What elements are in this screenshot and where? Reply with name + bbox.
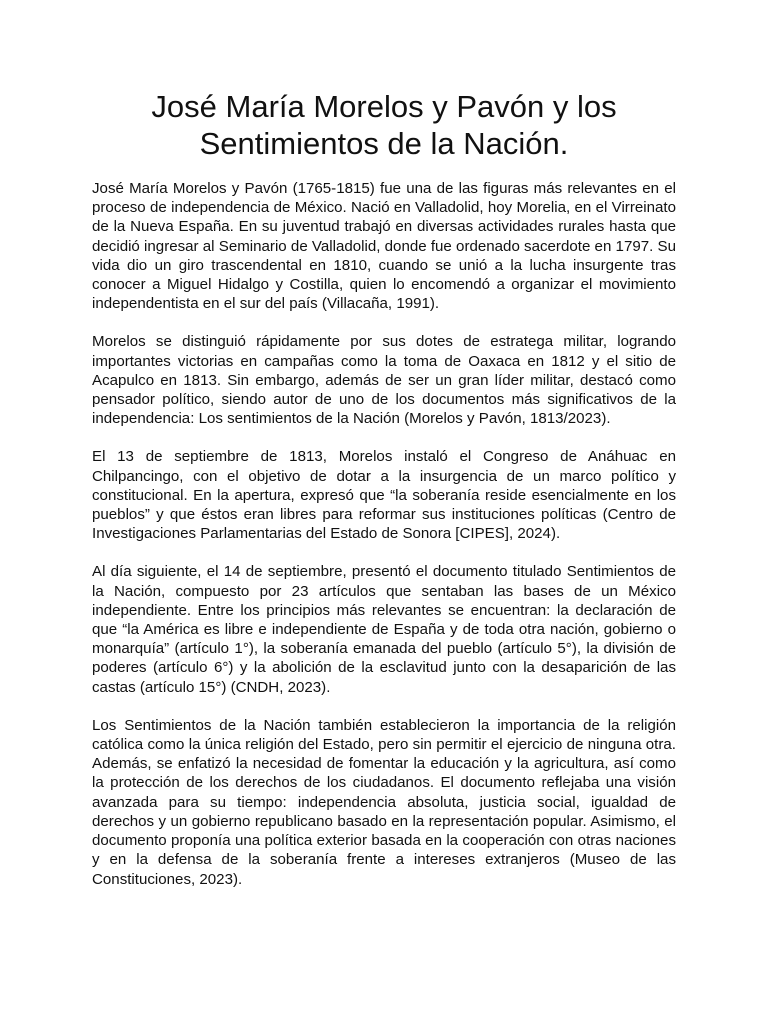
paragraph-3: El 13 de septiembre de 1813, Morelos instaló el Congreso de Anáhuac en Chilpancingo, con el objetivo de dotar a la insurgencia de un marco político y constitucional. En la apertura, expresó que “la soberanía reside esencialmente en los pueblos” y que éstos eran libres para reformar sus instituciones políticas (Centro de Investigaciones Parlamentarias del Estado de Sonora [CIPES], 2024). [92,448,676,543]
paragraph-1: José María Morelos y Pavón (1765-1815) fue una de las figuras más relevantes en el proceso de independencia de México. Nació en Valladolid, hoy Morelia, en el Virreinato de la Nueva España. En su juventud trabajó en diversas actividades rurales hasta que decidió ingresar al Seminario de Valladolid, donde fue ordenado sacerdote en 1797. Su vida dio un giro trascendental en 1810, cuando se unió a la lucha insurgente tras conocer a Miguel Hidalgo y Costilla, quien lo encomendó a organizar el movimiento independentista en el sur del país (Villacaña, 1991). [92,180,676,313]
title-line-1: José María Morelos y Pavón y los [151,89,617,124]
document-title [92,88,676,162]
title-line-2: Sentimientos de la Nación. [199,126,569,161]
paragraph-2: Morelos se distinguió rápidamente por sus dotes de estratega militar, logrando importantes victorias en campañas como la toma de Oaxaca en 1812 y el sitio de Acapulco en 1813. Sin embargo, además de ser un gran líder militar, destacó como pensador político, siendo autor de uno de los documentos más significativos de la independencia: Los sentimientos de la Nación (Morelos y Pavón, 1813/2023). [92,333,676,428]
document-body [92,179,676,908]
paragraph-5: Los Sentimientos de la Nación también establecieron la importancia de la religión católica como la única religión del Estado, pero sin permitir el ejercicio de ninguna otra. Además, se enfatizó la necesidad de fomentar la educación y la agricultura, así como la protección de los derechos de los ciudadanos. El documento reflejaba una visión avanzada para su tiempo: independencia absoluta, justicia social, igualdad de derechos y un gobierno republicano basado en la representación popular. Asimismo, el documento proponía una política exterior basada en la cooperación con otras naciones y en la defensa de la soberanía frente a intereses extranjeros (Museo de las Constituciones, 2023). [92,716,676,888]
paragraph-4: Al día siguiente, el 14 de septiembre, presentó el documento titulado Sentimientos de la Nación, compuesto por 23 artículos que sentaban las bases de un México independiente. Entre los principios más relevantes se encuentran: la declaración de que “la América es libre e independiente de España y de toda otra nación, gobierno o monarquía” (artículo 1°), la soberanía emanada del pueblo (artículo 5°), la división de poderes (artículo 6°) y la abolición de la esclavitud junto con la desaparición de las castas (artículo 15°) (CNDH, 2023). [92,563,676,696]
